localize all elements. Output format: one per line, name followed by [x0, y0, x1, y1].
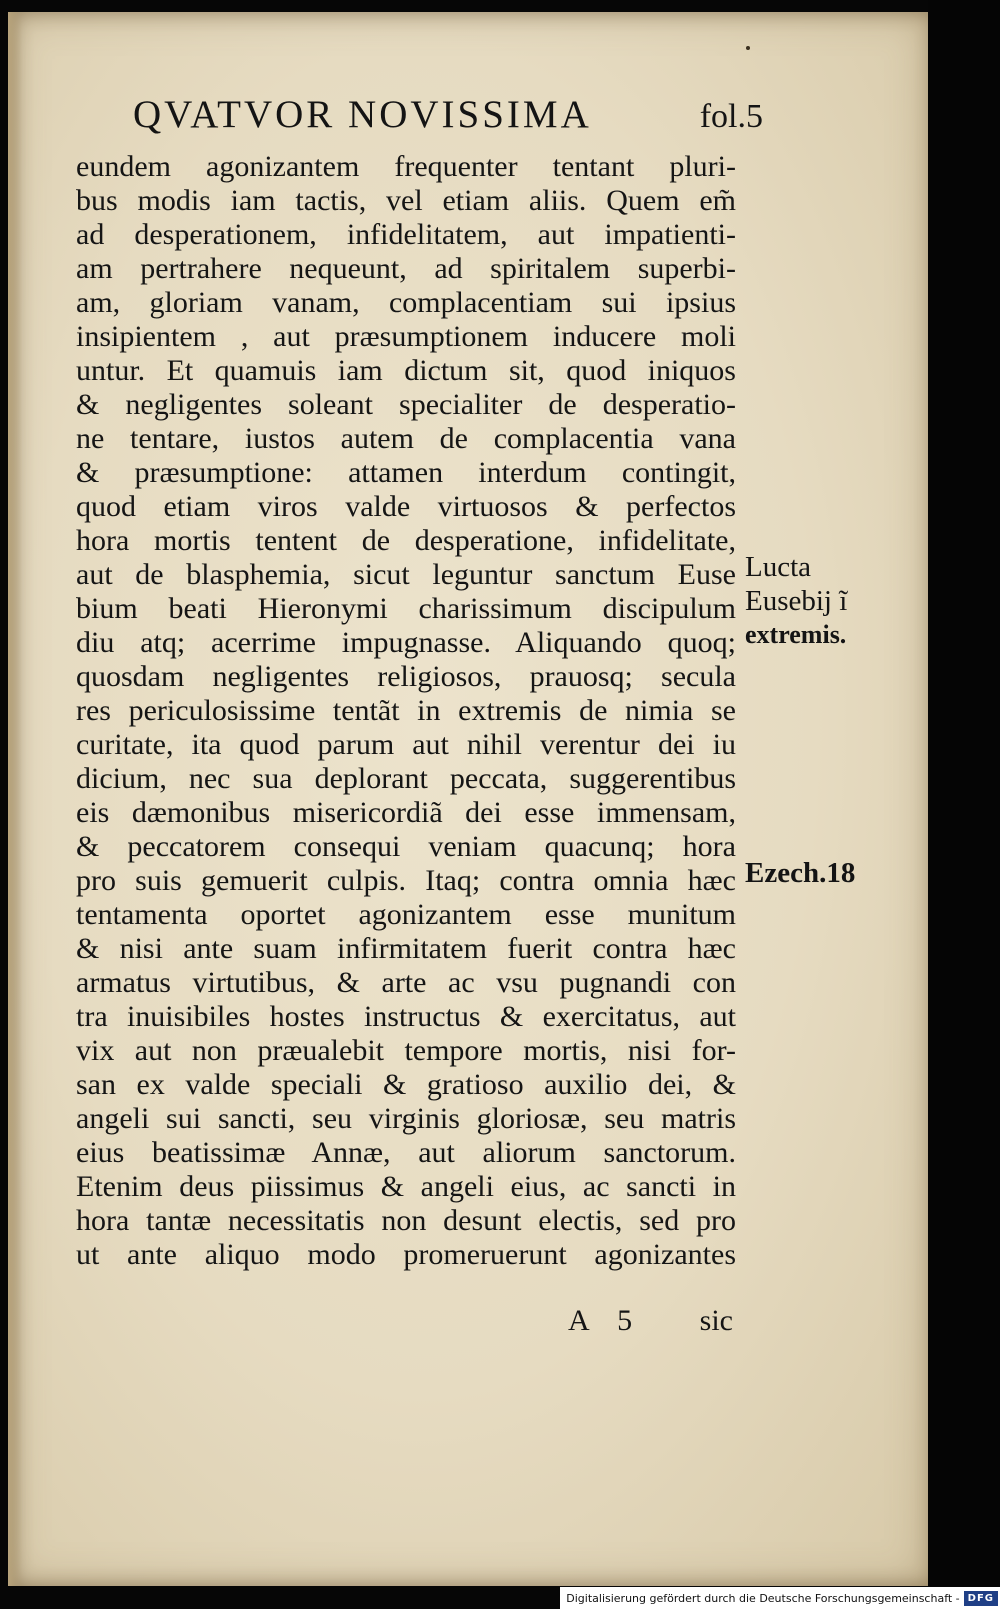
text-line: eundem agonizantem frequenter tentant pluri-: [76, 150, 736, 183]
catchword: sic: [699, 1304, 733, 1337]
text-line: pro suis gemuerit culpis. Itaq; contra omnia hæc: [76, 864, 736, 897]
text-line: quosdam negligentes religiosos, prauosq; secula: [76, 660, 736, 693]
folio-number: fol.5: [699, 98, 763, 135]
text-line: & nisi ante suam infirmitatem fuerit contra hæc: [76, 932, 736, 965]
text-line: tentamenta oportet agonizantem esse munitum: [76, 898, 736, 931]
text-line: angeli sui sancti, seu virginis gloriosæ, seu matris: [76, 1102, 736, 1135]
text-line: untur. Et quamuis iam dictum sit, quod iniquos: [76, 354, 736, 387]
running-title: QVATVOR NOVISSIMA: [133, 93, 592, 136]
credit-text: Digitalisierung gefördert durch die Deutsche Forschungsgemeinschaft -: [566, 1591, 960, 1605]
text-line: insipientem , aut præsumptionem inducere moli: [76, 320, 736, 353]
text-line: curitate, ita quod parum aut nihil verentur dei iu: [76, 728, 736, 761]
signature-number: 5: [617, 1304, 633, 1337]
running-head: [133, 92, 763, 137]
text-line: dicium, nec sua deplorant peccata, suggerentibus: [76, 762, 736, 795]
text-line: san ex valde speciali & gratioso auxilio dei, &: [76, 1068, 736, 1101]
text-line: tra inuisibiles hostes instructus & exercitatus, aut: [76, 1000, 736, 1033]
text-line: Etenim deus piissimus & angeli eius, ac sancti in: [76, 1170, 736, 1203]
scan-background-right: [928, 0, 1000, 1587]
text-line: armatus virtutibus, & arte ac vsu pugnandi con: [76, 966, 736, 999]
text-line: vix aut non præualebit tempore mortis, nisi for-: [76, 1034, 736, 1067]
paper-speck: [746, 46, 750, 50]
text-line: am, gloriam vanam, complacentiam sui ipsius: [76, 286, 736, 319]
text-line: & peccatorem consequi veniam quacunq; hora: [76, 830, 736, 863]
marginal-note-ezech: [745, 856, 875, 890]
text-line: bium beati Hieronymi charissimum discipulum: [76, 592, 736, 625]
marginal-note-lucta: [745, 550, 875, 652]
text-line: ut ante aliquo modo promeruerunt agonizantes: [76, 1238, 736, 1271]
text-line: ad desperationem, infidelitatem, aut impatienti-: [76, 218, 736, 251]
page-binding-edge: [8, 12, 22, 1586]
page-footer-marks: [568, 1304, 733, 1338]
marginal-note-line: Lucta: [745, 551, 812, 583]
text-line: hora tantæ necessitatis non desunt electis, sed pro: [76, 1204, 736, 1237]
marginal-note-line: extremis.: [745, 620, 847, 649]
text-line: res periculosissime tentãt in extremis de nimia se: [76, 694, 736, 727]
text-line: ne tentare, iustos autem de complacentia vana: [76, 422, 736, 455]
text-line: bus modis iam tactis, vel etiam aliis. Quem em̃: [76, 184, 736, 217]
text-line: diu atq; acerrime impugnasse. Aliquando quoq;: [76, 626, 736, 659]
marginal-note-line: Ezech.18: [745, 857, 856, 889]
text-line: hora mortis tentent de desperatione, infidelitate,: [76, 524, 736, 557]
marginal-note-line: Eusebij ĩ: [745, 585, 848, 617]
text-line: eis dæmonibus misericordiã dei esse immensam,: [76, 796, 736, 829]
text-line: quod etiam viros valde virtuosos & perfectos: [76, 490, 736, 523]
text-line: am pertrahere nequeunt, ad spiritalem superbi-: [76, 252, 736, 285]
signature-mark: A: [568, 1304, 590, 1337]
text-line: eius beatissimæ Annæ, aut aliorum sanctorum.: [76, 1136, 736, 1169]
digitization-credit: [560, 1587, 1000, 1609]
text-line: & negligentes soleant specialiter de desperatio-: [76, 388, 736, 421]
dfg-logo: DFG: [964, 1591, 998, 1606]
text-line: & præsumptione: attamen interdum contingit,: [76, 456, 736, 489]
main-text-block: [76, 150, 736, 1272]
text-line: aut de blasphemia, sicut leguntur sanctum Euse: [76, 558, 736, 591]
book-page: [8, 12, 928, 1586]
